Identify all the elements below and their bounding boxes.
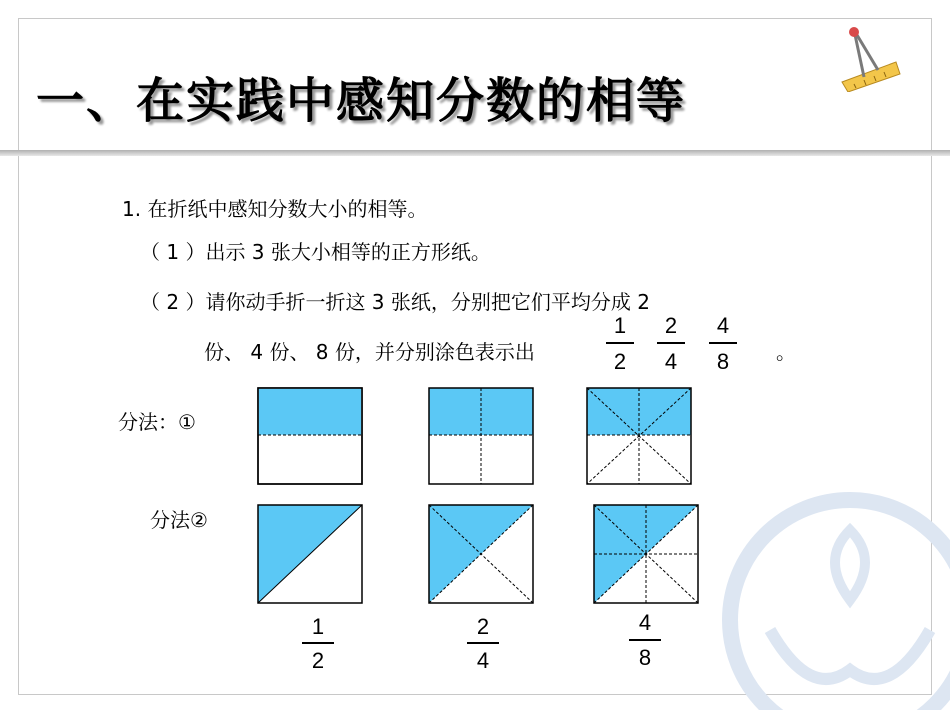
square-quarters-grid (429, 388, 535, 486)
square-quarters-diagonal (429, 505, 535, 605)
instruction-line-4: 份、 4 份、 8 份，并分别涂色表示出 (204, 340, 535, 364)
inline-fraction-2-denominator: 4 (664, 349, 678, 374)
square-eighths-diagonal (594, 505, 700, 605)
instruction-line-1: 1. 在折纸中感知分数大小的相等。 (122, 197, 428, 221)
bottom-fraction-1-numerator: 1 (311, 614, 325, 639)
ruler-compass-icon (834, 22, 904, 92)
bottom-fraction-3-bar (629, 639, 661, 641)
method-2-label: 分法② (150, 508, 208, 532)
square-half-horizontal (258, 388, 364, 486)
bottom-fraction-2-numerator: 2 (476, 614, 490, 639)
bottom-fraction-1-denominator: 2 (311, 648, 325, 673)
hands-sprout-watermark-icon (700, 470, 950, 710)
inline-fraction-1-numerator: 1 (613, 313, 627, 338)
bottom-fraction-1-bar (302, 642, 334, 644)
title-divider (0, 150, 950, 156)
method-1-label: 分法：① (118, 410, 196, 434)
bottom-fraction-2-denominator: 4 (476, 648, 490, 673)
inline-fraction-1-bar (606, 342, 634, 344)
square-half-diagonal (258, 505, 364, 605)
page-title: 一、在实践中感知分数的相等 (36, 73, 687, 129)
bottom-fraction-3-numerator: 4 (638, 610, 652, 635)
instruction-line-2: （ 1 ）出示 3 张大小相等的正方形纸。 (140, 240, 491, 264)
inline-fraction-3-denominator: 8 (716, 349, 730, 374)
bottom-fraction-3-denominator: 8 (638, 645, 652, 670)
bottom-fraction-2-bar (467, 642, 499, 644)
inline-fraction-2-bar (657, 342, 685, 344)
instruction-line-3: （ 2 ）请你动手折一折这 3 张纸，分别把它们平均分成 2 (140, 290, 650, 314)
square-eighths-star (587, 388, 693, 486)
inline-fraction-3-bar (709, 342, 737, 344)
inline-fraction-3-numerator: 4 (716, 313, 730, 338)
inline-fraction-1-denominator: 2 (613, 349, 627, 374)
instruction-line-4-end: 。 (776, 340, 796, 364)
inline-fraction-2-numerator: 2 (664, 313, 678, 338)
